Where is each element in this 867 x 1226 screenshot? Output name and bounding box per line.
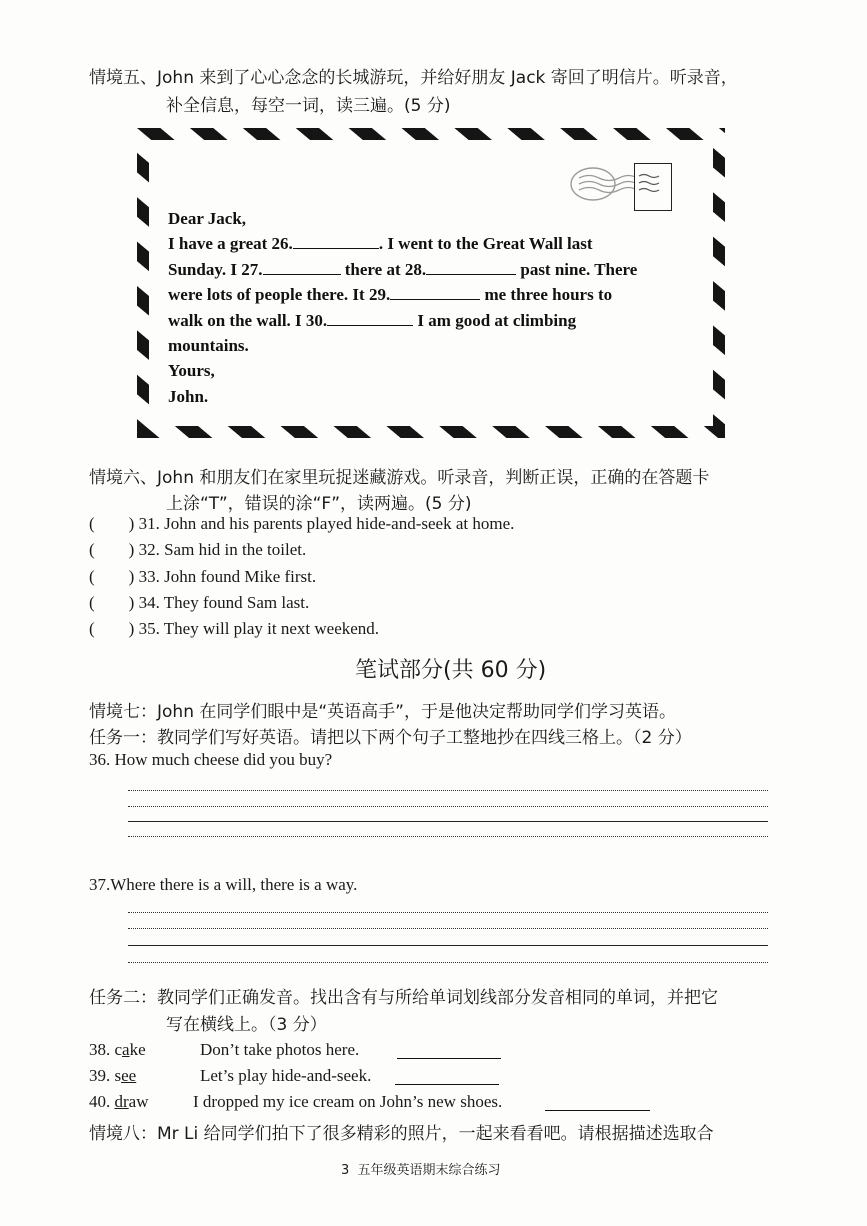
answer-paren-open[interactable]: ( — [89, 567, 95, 586]
sentence-39: Let’s play hide-and-seek. — [200, 1066, 372, 1085]
page-number: 3 — [341, 1163, 350, 1178]
answer-paren-close: ) — [128, 619, 135, 638]
question-39 — [89, 1066, 136, 1086]
answer-paren-close: ) — [128, 540, 135, 559]
tf-statement: 32. Sam hid in the toilet. — [138, 540, 307, 559]
tf-item-31 — [89, 514, 514, 534]
letter-text: there at 28. — [340, 259, 427, 279]
task2-instruction-line1: 任务二：教同学们正确发音。找出含有与所给单词划线部分发音相同的单词，并把它 — [89, 988, 718, 1008]
tf-statement: 33. John found Mike first. — [138, 567, 317, 586]
four-line-grid-36[interactable] — [128, 790, 768, 836]
underlined-letters: a — [122, 1040, 130, 1059]
answer-paren-open[interactable]: ( — [89, 619, 95, 638]
question-37: 37.Where there is a will, there is a way. — [89, 875, 358, 894]
question-38 — [89, 1040, 146, 1060]
airmail-postcard — [137, 128, 725, 438]
blank-27[interactable] — [263, 260, 341, 275]
section5-instruction-line1: 情境五、John 来到了心心念念的长城游玩，并给好朋友 Jack 寄回了明信片。听录音， — [89, 68, 738, 88]
answer-paren-open[interactable]: ( — [89, 540, 95, 559]
letter-text: walk on the wall. I 30. — [168, 310, 328, 330]
letter-text: past nine. There — [516, 259, 638, 279]
blank-30[interactable] — [327, 311, 413, 326]
tf-statement: 31. John and his parents played hide-and-seek at home. — [138, 514, 515, 533]
tf-item-33 — [89, 567, 316, 587]
blank-26[interactable] — [293, 234, 379, 249]
word-rest: aw — [128, 1092, 149, 1111]
answer-paren-open[interactable]: ( — [89, 593, 95, 612]
page-footer — [341, 1159, 501, 1178]
tf-item-34 — [89, 593, 309, 613]
four-line-grid-37[interactable] — [128, 912, 768, 958]
answer-line-40[interactable] — [545, 1110, 650, 1111]
section6-instruction-line1: 情境六、John 和朋友们在家里玩捉迷藏游戏。听录音，判断正误，正确的在答题卡 — [89, 468, 710, 488]
question-number: 39. s — [89, 1066, 122, 1085]
sentence-40: I dropped my ice cream on John’s new shoes. — [193, 1092, 503, 1111]
letter-greeting: Dear Jack, — [168, 209, 247, 228]
question-36: 36. How much cheese did you buy? — [89, 750, 333, 769]
question-40 — [89, 1092, 149, 1112]
section7-instruction: 情境七：John 在同学们眼中是“英语高手”，于是他决定帮助同学们学习英语。 — [89, 702, 676, 722]
section6-instruction-line2: 上涂“T”，错误的涂“F”，读两遍。(5 分) — [166, 494, 472, 514]
blank-29[interactable] — [390, 285, 480, 300]
postmark-icon — [569, 164, 639, 204]
letter-closing: Yours, — [168, 361, 215, 381]
letter-text: mountains. — [168, 336, 249, 356]
postcard-letter — [168, 206, 637, 409]
sentence-38: Don’t take photos here. — [200, 1040, 360, 1059]
tf-statement: 34. They found Sam last. — [138, 593, 310, 612]
underlined-letters: dr — [114, 1092, 129, 1111]
answer-paren-close: ) — [128, 593, 135, 612]
answer-line-39[interactable] — [395, 1084, 499, 1085]
stamp-icon — [634, 163, 672, 211]
underlined-letters: ee — [121, 1066, 137, 1085]
section5-instruction-line2: 补全信息，每空一词，读三遍。(5 分) — [166, 96, 451, 116]
letter-text: me three hours to — [480, 285, 613, 305]
answer-line-38[interactable] — [397, 1058, 501, 1059]
letter-signature: John. — [168, 386, 209, 406]
blank-28[interactable] — [426, 260, 516, 275]
tf-item-32 — [89, 540, 306, 560]
task2-instruction-line2: 写在横线上。（3 分） — [166, 1015, 327, 1035]
tf-item-35 — [89, 619, 379, 639]
letter-text: . I went to the Great Wall last — [378, 234, 593, 254]
answer-paren-open[interactable]: ( — [89, 514, 95, 533]
word-rest: ke — [129, 1040, 146, 1059]
letter-text: I am good at climbing — [413, 310, 577, 330]
answer-paren-close: ) — [128, 514, 135, 533]
written-section-title: 笔试部分(共 60 分) — [355, 658, 547, 683]
letter-text: were lots of people there. It 29. — [168, 285, 391, 305]
section8-instruction: 情境八：Mr Li 给同学们拍下了很多精彩的照片，一起来看看吧。请根据描述选取合 — [89, 1124, 714, 1144]
footer-title: 五年级英语期末综合练习 — [357, 1163, 501, 1178]
answer-paren-close: ) — [128, 567, 135, 586]
question-number: 38. c — [89, 1040, 123, 1059]
letter-text: Sunday. I 27. — [168, 259, 263, 279]
question-number: 40. — [89, 1092, 115, 1111]
letter-text: I have a great 26. — [168, 234, 293, 254]
task1-instruction: 任务一：教同学们写好英语。请把以下两个句子工整地抄在四线三格上。（2 分） — [89, 728, 692, 748]
tf-statement: 35. They will play it next weekend. — [138, 619, 380, 638]
